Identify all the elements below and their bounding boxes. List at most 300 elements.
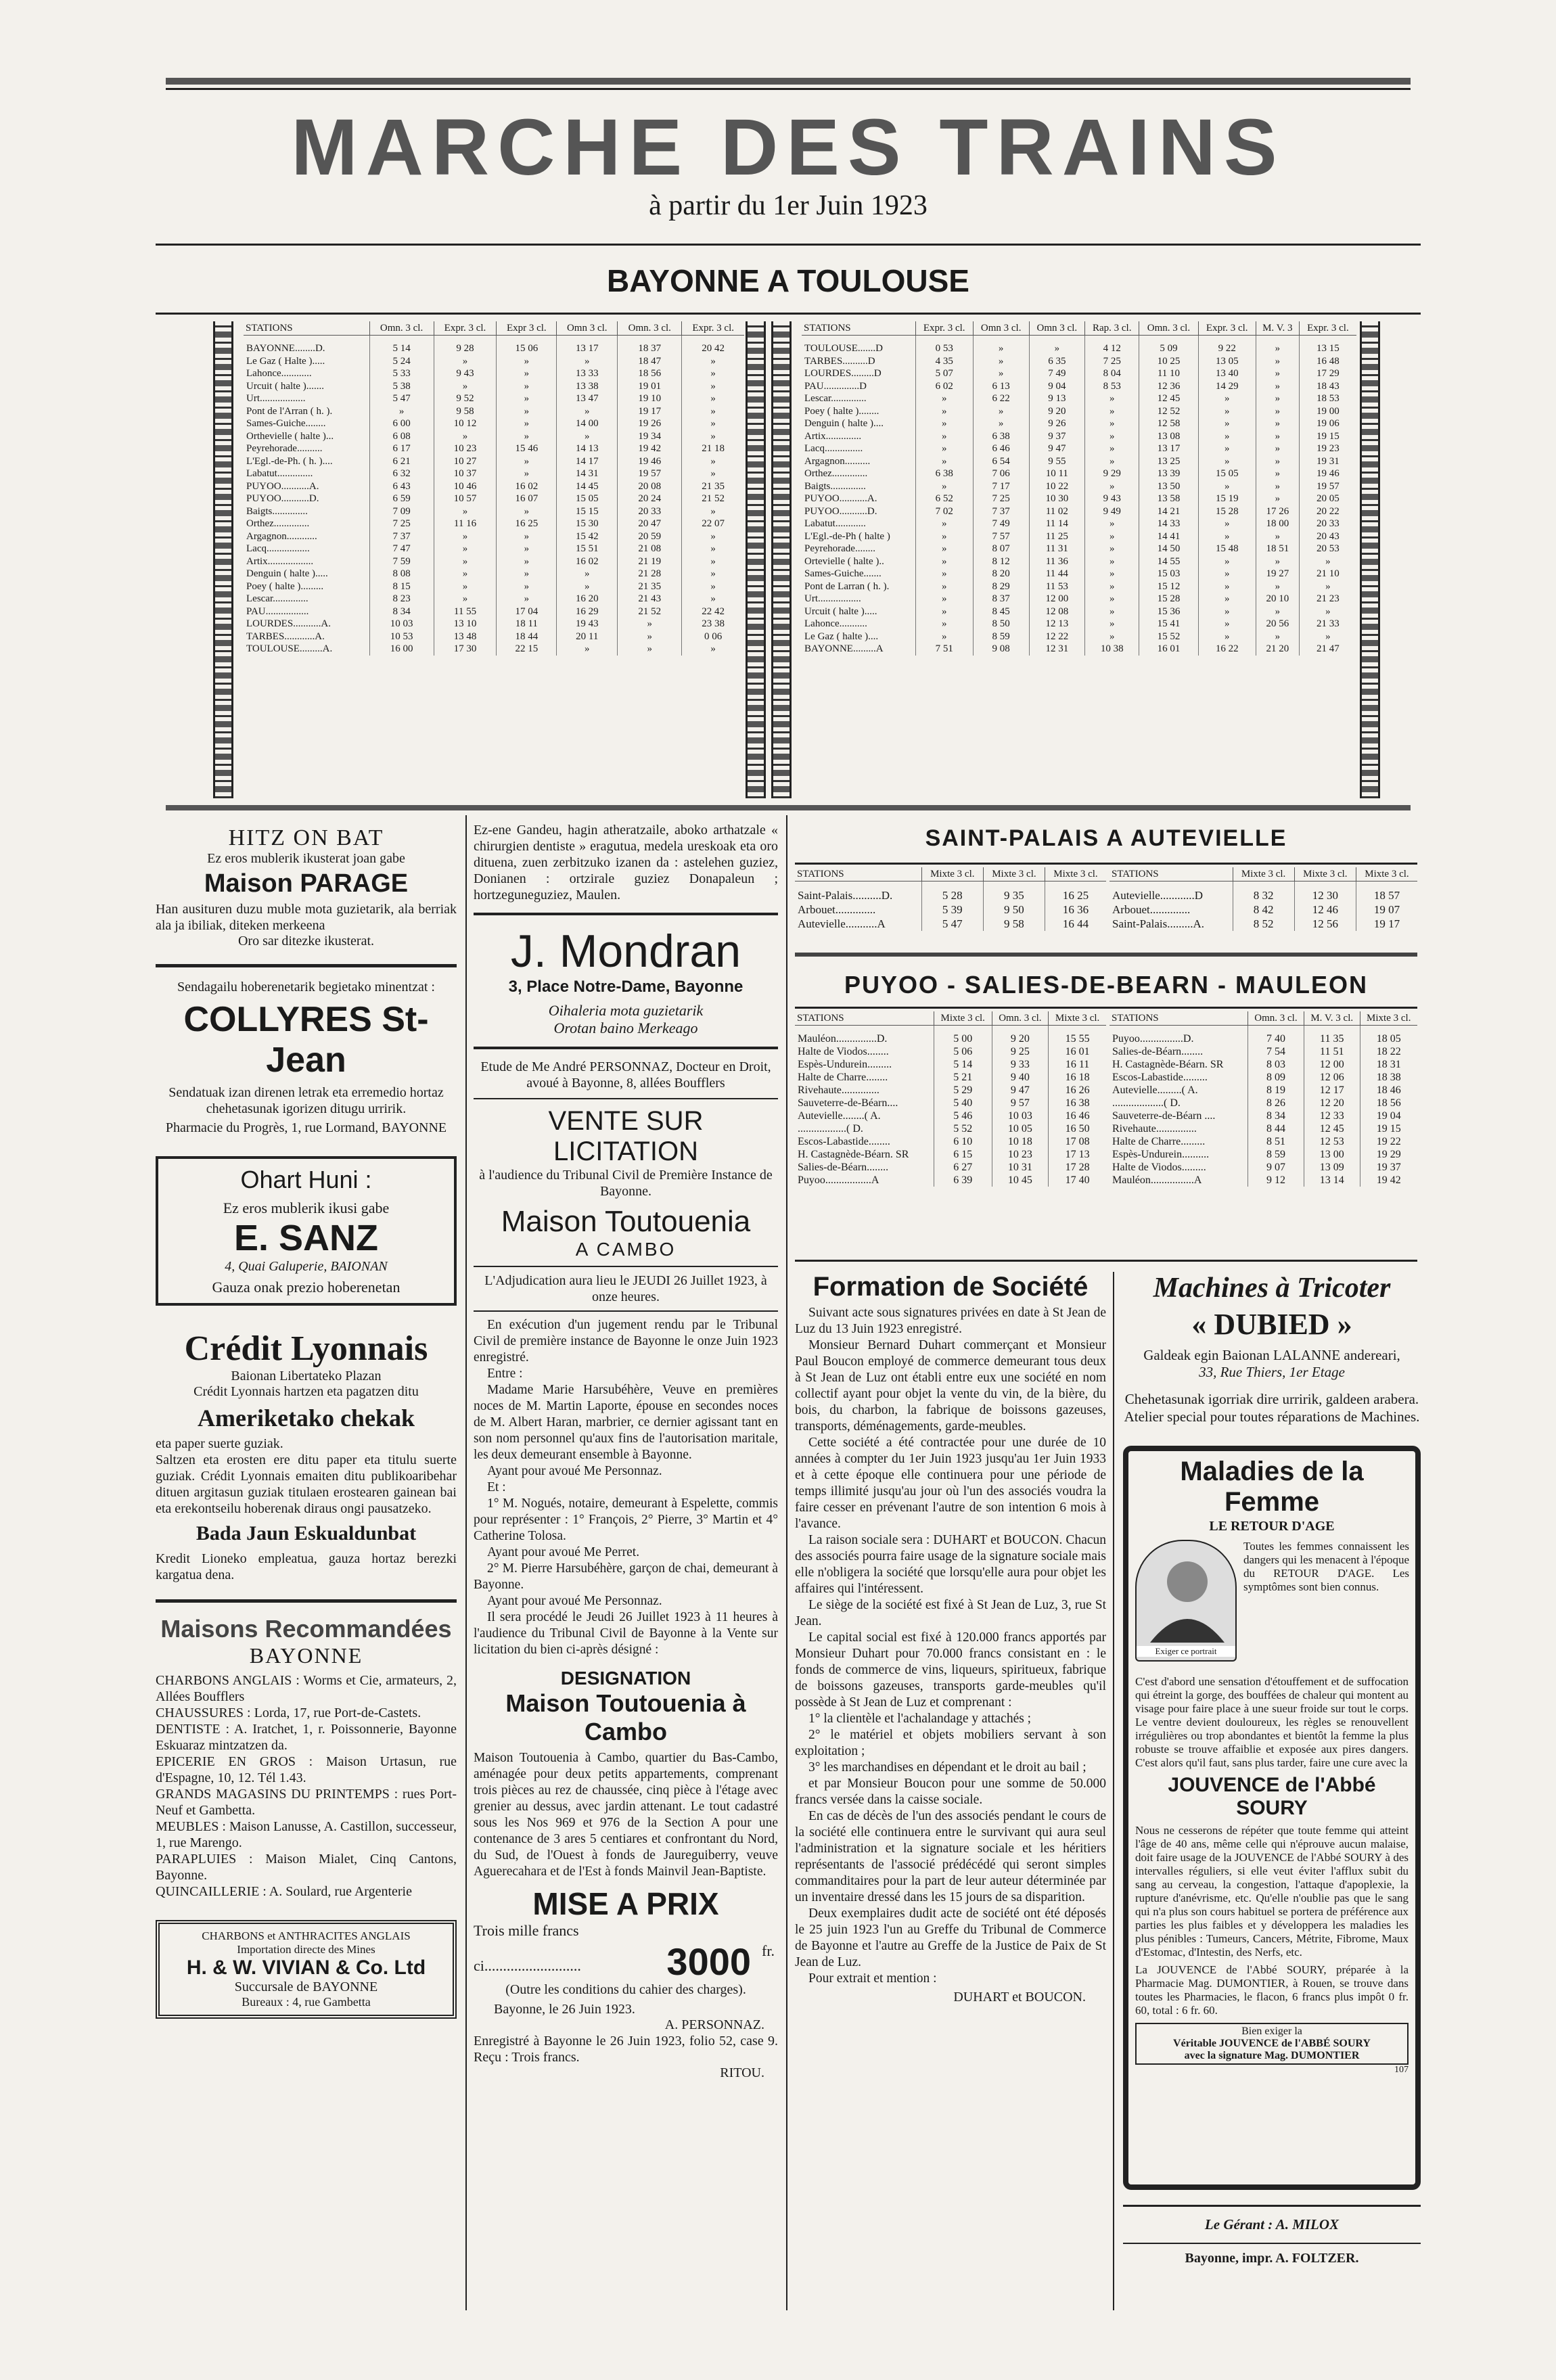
table-row: [244, 493, 744, 505]
station-name: Denguin ( halte )....: [804, 418, 884, 429]
time-cell: »: [434, 355, 497, 368]
time-cell: 16 20: [557, 593, 618, 605]
time-cell: »: [557, 580, 618, 593]
vente-paragraph: Ayant pour avoué Me Perret.: [487, 1545, 640, 1559]
time-cell: 4 12: [1085, 336, 1139, 355]
collyres-pharmacy: Pharmacie du Progrès, 1, rue Lormand, BAYONNE: [165, 1120, 447, 1135]
table-row: [795, 1058, 1106, 1071]
hitz-on-bat-line: Ez eros mublerik ikusterat joan gabe: [207, 851, 405, 866]
time-cell: »: [434, 593, 497, 605]
station-name: PUYOO...........D.: [804, 505, 877, 517]
column-header-stations: STATIONS: [244, 321, 369, 336]
time-cell: »: [1198, 593, 1256, 605]
time-cell: 21 28: [618, 568, 682, 580]
time-cell: 6 46: [973, 442, 1029, 455]
column-header: Mixte 3 cl.: [1049, 1011, 1106, 1026]
table-row: [244, 555, 744, 568]
time-cell: 8 07: [973, 543, 1029, 555]
time-cell: 12 58: [1139, 417, 1198, 430]
time-cell: 9 13: [1029, 392, 1085, 405]
table-row: [795, 1109, 1106, 1122]
table-row: [802, 355, 1356, 368]
puyoo-mauleon-table: [1109, 1011, 1417, 1187]
time-cell: 5 29: [934, 1084, 992, 1097]
time-cell: 13 10: [434, 618, 497, 631]
maladies-body2: Nous ne cesserons de répéter que toute femme qui atteint l'âge de 40 ans, même celle qui n'éprouve aucun malaise, doit faire usage de la JOUVENCE de l'Abbé SOURY à des intervalles réguliers, si elle veut éviter l'afflux subit du sang au cerveau, la congestion, l'attaque d'apoplexie, la rupture d'anévrisme, etc. Qu'elle n'oublie pas que le sang qui n'a plus son cours habituel se portera de préférence aux parties les plus faibles et y développera les maladies les plus pénibles : Tumeurs, Cancers, Métrite, Fibrome, Maux d'Estomac, d'Intestin, des Nerfs, etc.: [1135, 1824, 1409, 1959]
time-cell: 8 51: [1248, 1135, 1304, 1148]
time-cell: »: [1256, 367, 1299, 380]
time-cell: 7 40: [1248, 1026, 1304, 1046]
time-cell: 13 48: [434, 631, 497, 643]
time-cell: 8 15: [369, 580, 434, 593]
time-cell: »: [1256, 493, 1299, 505]
time-cell: 11 14: [1029, 518, 1085, 530]
time-cell: 10 37: [434, 467, 497, 480]
time-cell: 19 06: [1299, 417, 1356, 430]
list-item: GRANDS MAGASINS DU PRINTEMPS : rues Port-Neuf et Gambetta.: [156, 1787, 457, 1818]
time-cell: 4 35: [915, 355, 973, 368]
formation-paragraph: Suivant acte sous signatures privées en date à St Jean de Luz du 13 Juin 1923 enregistré.: [795, 1306, 1106, 1336]
time-cell: 8 34: [369, 605, 434, 618]
time-cell: 9 58: [983, 917, 1045, 931]
table-row: [795, 1148, 1106, 1161]
time-cell: 15 28: [1139, 593, 1198, 605]
time-cell: 6 13: [973, 380, 1029, 393]
time-cell: 16 01: [1139, 643, 1198, 656]
time-cell: 18 47: [618, 355, 682, 368]
time-cell: »: [434, 505, 497, 518]
time-cell: 6 27: [934, 1161, 992, 1174]
table-row: [1109, 1174, 1417, 1187]
time-cell: »: [497, 555, 557, 568]
time-cell: 20 22: [1299, 505, 1356, 518]
time-cell: »: [1085, 555, 1139, 568]
time-cell: 19 42: [618, 442, 682, 455]
time-cell: 13 38: [557, 380, 618, 393]
station-name: PAU.................: [246, 605, 309, 617]
time-cell: 13 14: [1304, 1174, 1360, 1187]
hitz-on-bat-footer: Oro sar ditezke ikusterat.: [237, 934, 375, 948]
time-cell: 7 49: [1029, 367, 1085, 380]
time-cell: 20 10: [1256, 593, 1299, 605]
table-row: [802, 631, 1356, 643]
time-cell: 12 45: [1304, 1122, 1360, 1135]
hitz-on-bat-ad: [156, 825, 457, 949]
saint-palais-title: SAINT-PALAIS A AUTEVIELLE: [925, 825, 1287, 851]
time-cell: 6 00: [369, 417, 434, 430]
ohart-huni-title: Ohart Huni :: [240, 1166, 372, 1193]
table-row: [795, 1161, 1106, 1174]
time-cell: »: [497, 530, 557, 543]
column-header-stations: STATIONS: [1109, 1011, 1248, 1026]
time-cell: 9 58: [434, 405, 497, 418]
time-cell: 13 15: [1299, 336, 1356, 355]
e-sanz-brand: E. SANZ: [233, 1218, 379, 1258]
time-cell: 14 21: [1139, 505, 1198, 518]
time-cell: »: [682, 355, 744, 368]
mondran-line2: Orotan baino Merkeago: [553, 1020, 698, 1036]
column-header: Mixte 3 cl.: [1356, 867, 1417, 882]
time-cell: »: [1256, 392, 1299, 405]
station-name: H. Castagnède-Béarn. SR: [1112, 1059, 1224, 1070]
time-cell: 11 36: [1029, 555, 1085, 568]
vivian-brand: H. & W. VIVIAN & Co. Ltd: [186, 1956, 426, 1979]
time-cell: 12 53: [1304, 1135, 1360, 1148]
collyres-brand: COLLYRES St-Jean: [183, 1000, 429, 1080]
time-cell: 7 54: [1248, 1045, 1304, 1058]
station-name: Escos-Labastide........: [798, 1136, 890, 1147]
time-cell: »: [1256, 405, 1299, 418]
time-cell: 10 25: [1139, 355, 1198, 368]
time-cell: 7 25: [973, 493, 1029, 505]
column-header: Omn 3 cl.: [557, 321, 618, 336]
vente-paragraph: En exécution d'un jugement rendu par le Tribunal Civil de première instance de Bayonne le onze Juin 1923 enregistré.: [474, 1318, 778, 1365]
time-cell: 22 07: [682, 518, 744, 530]
time-cell: 14 41: [1139, 530, 1198, 543]
formation-body: [795, 1305, 1106, 1987]
table-row: [244, 455, 744, 468]
table-row: [1109, 1122, 1417, 1135]
time-cell: 18 43: [1299, 380, 1356, 393]
vente-etude: Etude de Me André PERSONNAZ, Docteur en Droit, avoué à Bayonne, 8, allées Boufflers: [480, 1059, 771, 1091]
designation-body: Maison Toutouenia à Cambo, quartier du Bas-Cambo, aménagée pour deux petits appartements, comprenant trois pièces au rez de chaussée, cinq pièce à l'étage avec grenier au dessus, avec jardin attenant. Le tout cadastré sous les Nos 969 et 976 de la Section A pour une contenance de 3 ares 5 centiares et confrontant du Nord, du Sud, de l'Ouest à fonds de Jaureguiberry, veuve Aguerecahara et de l'Est à fonds Mainvil Jean-Baptiste.: [474, 1751, 778, 1879]
table-row: [802, 480, 1356, 493]
time-cell: »: [682, 568, 744, 580]
time-cell: 8 08: [369, 568, 434, 580]
collyres-body: Sendatuak izan direnen letrak eta erremedio hortaz chehetasunak igorizen ditugu urririk.: [168, 1085, 444, 1116]
station-name: TOULOUSE.........A.: [246, 643, 333, 654]
formation-signature: DUHART et BOUCON.: [953, 1990, 1086, 2005]
time-cell: »: [497, 467, 557, 480]
column-middle: [474, 822, 778, 2081]
credit-lyonnais-line1: Baionan Libertateko Plazan: [231, 1369, 382, 1383]
time-cell: »: [915, 543, 973, 555]
table-row: [244, 405, 744, 418]
column-header: Omn 3 cl.: [973, 321, 1029, 336]
time-cell: »: [1085, 518, 1139, 530]
list-item: QUINCAILLERIE : A. Soulard, rue Argenterie: [156, 1884, 412, 1899]
time-cell: 13 00: [1304, 1148, 1360, 1161]
credit-lyonnais-footer: Kredit Lioneko empleatua, gauza hortaz berezki kargatua dena.: [156, 1551, 457, 1582]
time-cell: »: [1256, 442, 1299, 455]
time-cell: 22 42: [682, 605, 744, 618]
time-cell: 19 57: [1299, 480, 1356, 493]
time-cell: »: [915, 480, 973, 493]
station-name: Orthez..............: [804, 468, 868, 479]
station-name: Halte de Charre.........: [1112, 1136, 1206, 1147]
list-item: PARAPLUIES : Maison Mialet, Cinq Cantons, Bayonne.: [156, 1852, 457, 1883]
station-name: Autevielle.........( A.: [1112, 1084, 1198, 1096]
column-rule-2: [786, 815, 787, 2310]
station-name: Escos-Labastide.........: [1112, 1072, 1208, 1083]
time-cell: »: [1085, 568, 1139, 580]
time-cell: »: [497, 355, 557, 368]
time-cell: 15 30: [557, 518, 618, 530]
time-cell: 11 16: [434, 518, 497, 530]
vente-signer: A. PERSONNAZ.: [664, 2017, 764, 2032]
time-cell: 15 28: [1198, 505, 1256, 518]
time-cell: 15 03: [1139, 568, 1198, 580]
mondran-brand: J. Mondran: [510, 925, 741, 977]
time-cell: 7 06: [973, 467, 1029, 480]
time-cell: 6 38: [973, 430, 1029, 443]
time-cell: 18 57: [1356, 882, 1417, 903]
time-cell: »: [1256, 580, 1299, 593]
formation-paragraph: La raison sociale sera : DUHART et BOUCON. Chacun des associés pourra faire usage de la signature sociale mais elle n'obligera la société que lorsqu'elle aura pour objet les affaires qui l'intéressent.: [795, 1533, 1106, 1596]
formation-paragraph: Monsieur Bernard Duhart commerçant et Monsieur Paul Boucon employé de commerce demeurant tous deux à St Jean de Luz ont établi entre eux une société en nom collectif ayant pour objet la vente du vin, de la bière, du bois, du charbon, la fabrique de boissons gazeuses, transports, déménagements, garde-meubles.: [795, 1338, 1106, 1434]
time-cell: 20 33: [1299, 518, 1356, 530]
time-cell: 17 26: [1256, 505, 1299, 518]
time-cell: »: [434, 543, 497, 555]
hitz-on-bat-body: Han ausituren duzu muble mota guzietarik, ala berriak ala ja ibiliak, diteken merkeena: [156, 902, 457, 933]
machines-line2: 33, Rue Thiers, 1er Etage: [1199, 1364, 1345, 1380]
time-cell: »: [1085, 417, 1139, 430]
time-cell: 5 47: [369, 392, 434, 405]
station-name: PUYOO...........A.: [246, 480, 319, 492]
station-name: Halte de Charre........: [798, 1072, 888, 1083]
table-row: [244, 618, 744, 631]
time-cell: 12 00: [1029, 593, 1085, 605]
table-row: [244, 643, 744, 656]
time-cell: 19 17: [618, 405, 682, 418]
station-name: Sauveterre-de-Béarn ....: [1112, 1110, 1216, 1122]
column-header: Mixte 3 cl.: [1045, 867, 1106, 882]
divider: [1123, 2205, 1421, 2207]
toulouse-bayonne-table: [802, 321, 1356, 656]
machines-line1: Galdeak egin Baionan LALANNE andereari,: [1143, 1347, 1400, 1363]
time-cell: »: [682, 380, 744, 393]
time-cell: 19 23: [1299, 442, 1356, 455]
vente-body: [474, 1317, 778, 1658]
puyoo-mauleon-title: PUYOO - SALIES-DE-BEARN - MAULEON: [844, 971, 1368, 999]
maladies-body: C'est d'abord une sensation d'étouffement et de suffocation qui étreint la gorge, des bouffées de chaleur qui montent au visage pour faire place à une sueur froide sur tout le corps. Le ventre devient douloureux, les règles se renouvellent irrégulières ou trop abondantes et bientôt la femme la plus robuste se trouve affaiblie et exposée aux pires dangers. C'est alors qu'il faut, sans plus tarder, faire une cure avec la: [1135, 1675, 1409, 1769]
time-cell: »: [682, 455, 744, 468]
time-cell: 8 59: [973, 631, 1029, 643]
time-cell: »: [369, 405, 434, 418]
station-name: Orthevielle ( halte )...: [246, 430, 334, 442]
time-cell: 19 17: [1356, 917, 1417, 931]
table-row: [244, 480, 744, 493]
station-name: LOURDES...........A.: [246, 618, 331, 629]
time-cell: 6 08: [369, 430, 434, 443]
time-cell: »: [1085, 543, 1139, 555]
station-name: Sauveterre-de-Béarn....: [798, 1097, 898, 1109]
table-row: [802, 417, 1356, 430]
vente-paragraph: 1° M. Nogués, notaire, demeurant à Espelette, commis pour représenter : 1° François, 2° Pierre, 3° Martin et 4° Catherine Tolosa.: [474, 1496, 778, 1543]
mise-a-prix-amount: 3000: [666, 1940, 751, 1983]
time-cell: »: [1029, 336, 1085, 355]
vente-ritou: RITOU.: [720, 2065, 764, 2080]
time-cell: »: [682, 467, 744, 480]
time-cell: 6 02: [915, 380, 973, 393]
time-cell: 15 19: [1198, 493, 1256, 505]
formation-paragraph: En cas de décès de l'un des associés pendant le cours de la société elle continuera entre le survivant qui aura seul l'administration et la signature sociale et les héritiers représentants de l'associé prédécédé qui seront simples commanditaires pour la part de leur auteur déterminée par un inventaire dressé dans les 15 jours de sa disparition.: [795, 1809, 1106, 1904]
column-header: Omn. 3 cl.: [1248, 1011, 1304, 1026]
time-cell: »: [1198, 417, 1256, 430]
time-cell: 12 56: [1294, 917, 1356, 931]
time-cell: 10 46: [434, 480, 497, 493]
time-cell: 7 37: [973, 505, 1029, 518]
column-header: Mixte 3 cl.: [983, 867, 1045, 882]
table-row: [802, 493, 1356, 505]
time-cell: »: [1198, 405, 1256, 418]
station-name: Salies-de-Béarn........: [798, 1162, 889, 1173]
time-cell: »: [1198, 555, 1256, 568]
time-cell: 21 33: [1299, 618, 1356, 631]
time-cell: 12 30: [1294, 882, 1356, 903]
time-cell: 9 50: [983, 902, 1045, 917]
time-cell: 16 25: [1045, 882, 1106, 903]
hitz-on-bat-title: HITZ ON BAT: [228, 825, 384, 850]
time-cell: 8 52: [1233, 917, 1294, 931]
time-cell: 9 20: [1029, 405, 1085, 418]
station-name: Arbouet..............: [798, 903, 876, 916]
station-name: Le Gaz ( halte )....: [804, 631, 879, 642]
station-name: Saint-Palais.........A.: [1112, 917, 1204, 930]
station-name: PUYOO...........D.: [246, 493, 319, 504]
time-cell: 21 47: [1299, 643, 1356, 656]
time-cell: 19 00: [1299, 405, 1356, 418]
time-cell: »: [682, 593, 744, 605]
station-name: Le Gaz ( Halte ).....: [246, 355, 325, 367]
time-cell: 6 52: [915, 493, 973, 505]
time-cell: »: [618, 618, 682, 631]
vente-maison: Maison Toutouenia: [501, 1205, 751, 1238]
footer-imprimeur: Bayonne, impr. A. FOLTZER.: [1185, 2251, 1359, 2266]
table-row: [244, 631, 744, 643]
time-cell: 7 02: [915, 505, 973, 518]
time-cell: 9 29: [1085, 467, 1139, 480]
time-cell: 19 15: [1299, 430, 1356, 443]
time-cell: 9 43: [434, 367, 497, 380]
time-cell: 9 28: [434, 336, 497, 355]
timetable-center-ornament-right: [771, 321, 792, 798]
exiger-line3: avec la signature Mag. DUMONTIER: [1184, 2050, 1360, 2061]
vente-title: VENTE SUR LICITATION: [548, 1106, 704, 1166]
time-cell: 5 14: [934, 1058, 992, 1071]
time-cell: »: [497, 367, 557, 380]
column-header: Omn. 3 cl.: [992, 1011, 1048, 1026]
time-cell: 12 13: [1029, 618, 1085, 631]
mise-a-prix-row: [474, 1940, 778, 1982]
time-cell: 8 37: [973, 593, 1029, 605]
time-cell: 13 47: [557, 392, 618, 405]
time-cell: 9 25: [992, 1045, 1048, 1058]
time-cell: 20 33: [618, 505, 682, 518]
station-name: Labatut..............: [246, 468, 313, 479]
time-cell: 19 26: [618, 417, 682, 430]
time-cell: 12 33: [1304, 1109, 1360, 1122]
station-name: Espès-Undurein..........: [1112, 1149, 1210, 1160]
time-cell: »: [973, 336, 1029, 355]
time-cell: »: [682, 405, 744, 418]
formation-paragraph: Pour extrait et mention :: [808, 1971, 937, 1986]
table-row: [244, 518, 744, 530]
station-name: BAYONNE.........A: [804, 643, 884, 654]
time-cell: »: [1256, 631, 1299, 643]
station-name: Orthez..............: [246, 518, 310, 529]
time-cell: 18 11: [497, 618, 557, 631]
time-cell: 19 01: [618, 380, 682, 393]
time-cell: 15 05: [557, 493, 618, 505]
time-cell: 10 22: [1029, 480, 1085, 493]
jouvence-brand: JOUVENCE de l'Abbé SOURY: [1168, 1774, 1376, 1819]
table-row: [1109, 1071, 1417, 1084]
column-header: Expr. 3 cl.: [682, 321, 744, 336]
table-row: [802, 367, 1356, 380]
time-cell: 10 05: [992, 1122, 1048, 1135]
column-header: Mixte 3 cl.: [934, 1011, 992, 1026]
time-cell: 16 11: [1049, 1058, 1106, 1071]
time-cell: »: [1085, 455, 1139, 468]
time-cell: 13 17: [1139, 442, 1198, 455]
table-row: [802, 467, 1356, 480]
time-cell: 21 10: [1299, 568, 1356, 580]
time-cell: »: [618, 643, 682, 656]
credit-lyonnais-body: Saltzen eta erosten ere ditu paper eta titulu suerte guziak. Crédit Lyonnais emaiten ditu publikoaribehar dituen argitasun guziak titulaen erostearen gainean bai eta erekontseilu hoberenak diraus ongi pausatzeko.: [156, 1452, 457, 1516]
column-header-stations: STATIONS: [1109, 867, 1233, 882]
time-cell: »: [915, 405, 973, 418]
time-cell: »: [557, 643, 618, 656]
time-cell: 6 38: [915, 467, 973, 480]
column-header-stations: STATIONS: [795, 867, 921, 882]
time-cell: 20 43: [1299, 530, 1356, 543]
time-cell: »: [497, 392, 557, 405]
bayonne-toulouse-title: BAYONNE A TOULOUSE: [607, 263, 969, 298]
time-cell: 14 45: [557, 480, 618, 493]
timetable-border-ornament-right: [1360, 321, 1380, 798]
time-cell: 19 37: [1360, 1161, 1417, 1174]
column-header: Omn 3 cl.: [1029, 321, 1085, 336]
time-cell: 15 48: [1198, 543, 1256, 555]
column-header: Expr. 3 cl.: [1299, 321, 1356, 336]
time-cell: 18 56: [1360, 1097, 1417, 1109]
time-cell: 16 46: [1049, 1109, 1106, 1122]
time-cell: »: [915, 580, 973, 593]
time-cell: »: [1256, 455, 1299, 468]
time-cell: »: [497, 430, 557, 443]
station-name: Halte de Viodos........: [798, 1046, 889, 1057]
time-cell: 16 25: [497, 518, 557, 530]
station-name: PAU..............D: [804, 380, 867, 392]
time-cell: 10 31: [992, 1161, 1048, 1174]
time-cell: »: [497, 417, 557, 430]
time-cell: »: [497, 505, 557, 518]
station-name: Puyoo.................A: [798, 1174, 879, 1186]
time-cell: 5 38: [369, 380, 434, 393]
time-cell: »: [1256, 336, 1299, 355]
time-cell: 16 01: [1049, 1045, 1106, 1058]
time-cell: 16 29: [557, 605, 618, 618]
time-cell: 8 04: [1085, 367, 1139, 380]
collyres-intro: Sendagailu hoberenetarik begietako minentzat :: [177, 980, 435, 994]
time-cell: 12 06: [1304, 1071, 1360, 1084]
charbons-line2: Importation directe des Mines: [237, 1943, 375, 1956]
time-cell: 8 19: [1248, 1084, 1304, 1097]
time-cell: »: [1085, 392, 1139, 405]
newspaper-page: [135, 61, 1441, 2327]
table-row: [1109, 1097, 1417, 1109]
time-cell: »: [915, 618, 973, 631]
time-cell: 11 10: [1139, 367, 1198, 380]
time-cell: 7 57: [973, 530, 1029, 543]
time-cell: »: [1085, 580, 1139, 593]
time-cell: 7 25: [369, 518, 434, 530]
table-row: [802, 580, 1356, 593]
table-row: [244, 530, 744, 543]
time-cell: »: [1198, 580, 1256, 593]
time-cell: »: [973, 367, 1029, 380]
